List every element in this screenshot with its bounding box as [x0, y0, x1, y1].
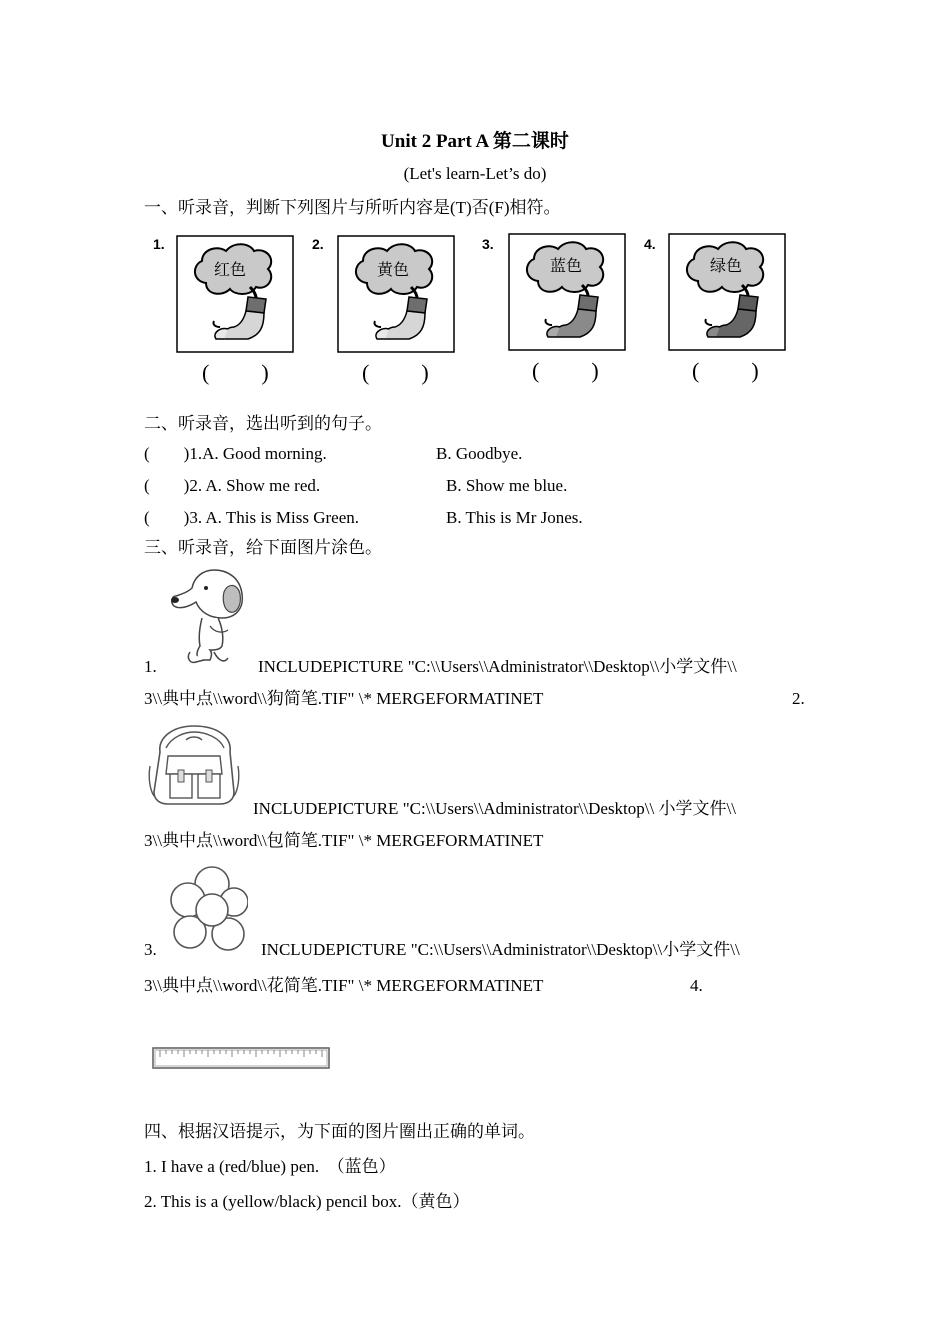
backpack-drawing — [146, 722, 242, 808]
question-2-option-b: B. Show me blue. — [446, 476, 568, 495]
answer-parentheses[interactable] — [202, 360, 269, 386]
paren-close: ) — [421, 360, 429, 385]
paint-tube-picture-blue — [508, 233, 626, 351]
item2-field-code-continued: 3\\典中点\\word\\包简笔.TIF" \* MERGEFORMATINET — [144, 831, 544, 850]
question-1-option-a: ( )1.A. Good morning. — [144, 444, 327, 463]
section4-question-2: 2. This is a (yellow/black) pencil box.（黄色） — [144, 1192, 470, 1211]
paren-open: ( — [532, 358, 540, 383]
paren-open: ( — [202, 360, 210, 385]
answer-parentheses[interactable] — [532, 358, 599, 384]
section4-heading: 四、根据汉语提示，为下面的图片圈出正确的单词。 — [144, 1122, 535, 1141]
item1-field-code: INCLUDEPICTURE "C:\\Users\\Administrator\\Desktop\\小学文件\\ — [258, 657, 737, 676]
picture-number: 3. — [482, 236, 494, 252]
item1-number: 1. — [144, 657, 157, 676]
item4-number: 4. — [690, 976, 703, 995]
item3-number: 3. — [144, 940, 157, 959]
color-label: 红色 — [213, 260, 247, 279]
color-label: 蓝色 — [549, 256, 583, 275]
question-3-option-a: ( )3. A. This is Miss Green. — [144, 508, 360, 527]
question-3-option-b: B. This is Mr Jones. — [446, 508, 583, 527]
section4-question-1: 1. I have a (red/blue) pen. （蓝色） — [144, 1157, 396, 1176]
color-label: 绿色 — [709, 256, 743, 275]
picture-number: 2. — [312, 236, 324, 252]
dog-drawing — [166, 566, 246, 670]
answer-parentheses[interactable] — [692, 358, 759, 384]
paren-open: ( — [692, 358, 700, 383]
ruler-drawing — [152, 1046, 330, 1070]
paren-open: ( — [362, 360, 370, 385]
paren-close: ) — [261, 360, 269, 385]
paren-close: ) — [751, 358, 759, 383]
flower-drawing — [168, 864, 248, 952]
item2-field-code: INCLUDEPICTURE "C:\\Users\\Administrator\\Desktop\\ 小学文件\\ — [253, 799, 736, 818]
picture-number: 4. — [644, 236, 656, 252]
question-1-option-b: B. Goodbye. — [436, 444, 523, 463]
item2-number: 2. — [792, 689, 805, 708]
picture-number: 1. — [153, 236, 165, 252]
section2-heading: 二、听录音，选出听到的句子。 — [144, 414, 382, 433]
page-subtitle: (Let's learn-Let’s do) — [403, 164, 547, 183]
paint-tube-picture-green — [668, 233, 786, 351]
item3-field-code: INCLUDEPICTURE "C:\\Users\\Administrator\\Desktop\\小学文件\\ — [261, 940, 740, 959]
section1-heading: 一、听录音，判断下列图片与所听内容是(T)否(F)相符。 — [144, 198, 561, 217]
answer-parentheses[interactable] — [362, 360, 429, 386]
paint-tube-picture-red — [176, 235, 294, 353]
paint-tube-picture-yellow — [337, 235, 455, 353]
question-2-option-a: ( )2. A. Show me red. — [144, 476, 321, 495]
item1-field-code-continued: 3\\典中点\\word\\狗简笔.TIF" \* MERGEFORMATINET — [144, 689, 544, 708]
page-title: Unit 2 Part A 第二课时 — [381, 131, 569, 152]
section3-heading: 三、听录音，给下面图片涂色。 — [144, 538, 382, 557]
color-label: 黄色 — [376, 260, 410, 279]
paren-close: ) — [591, 358, 599, 383]
item3-field-code-continued: 3\\典中点\\word\\花简笔.TIF" \* MERGEFORMATINET — [144, 976, 544, 995]
